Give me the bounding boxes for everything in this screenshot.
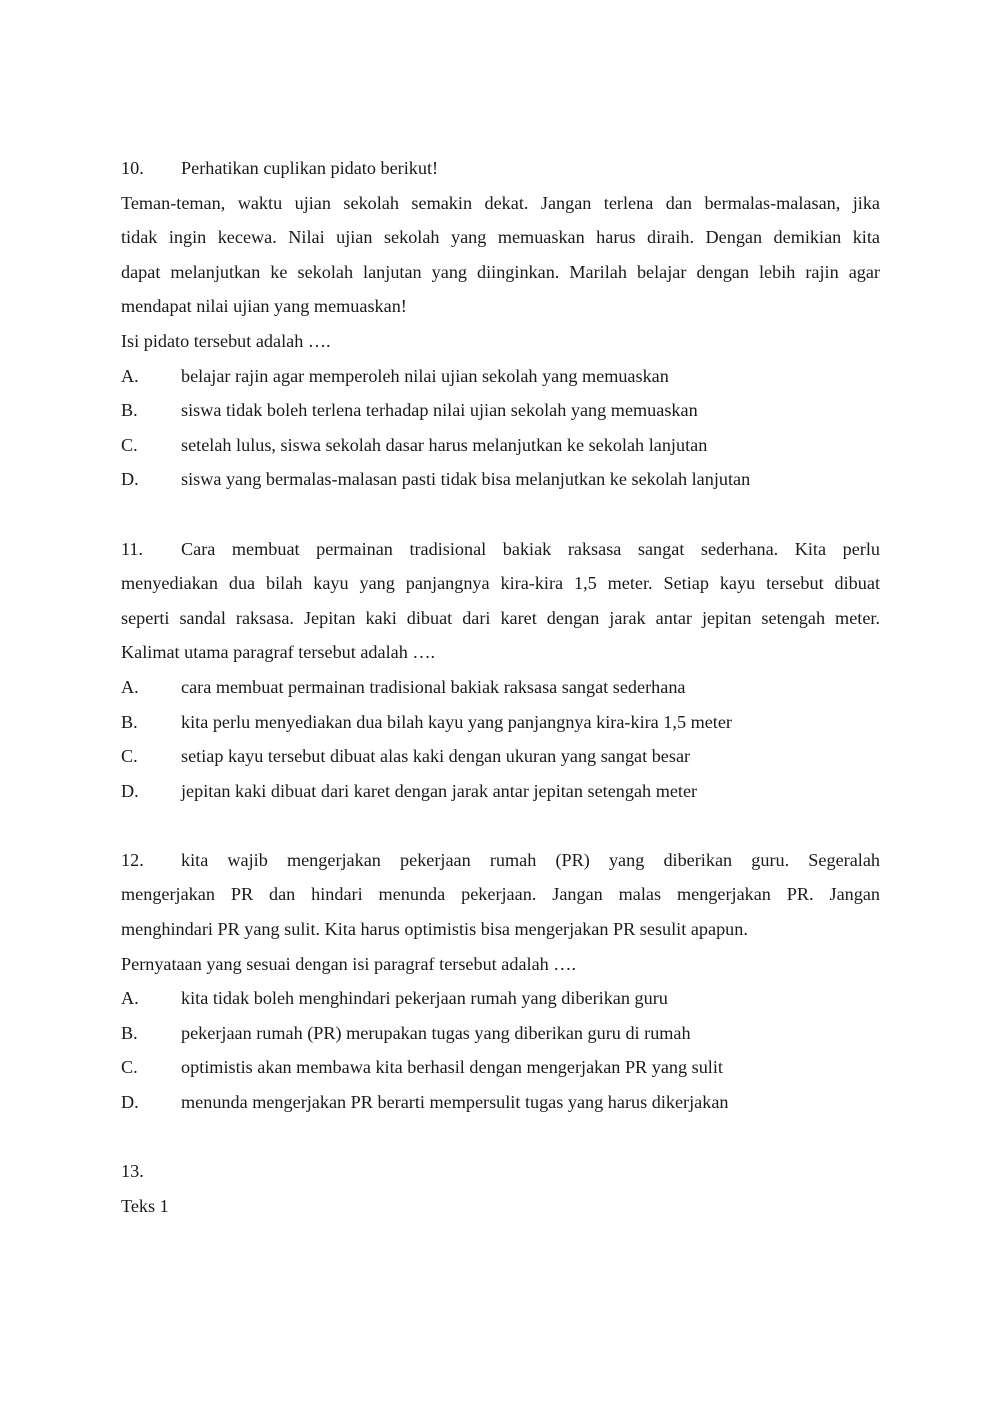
option-text: optimistis akan membawa kita berhasil dengan mengerjakan PR yang sulit	[181, 1057, 723, 1078]
option-text: siswa tidak boleh terlena terhadap nilai ujian sekolah yang memuaskan	[181, 400, 698, 421]
answer-option	[121, 774, 880, 809]
option-letter: A.	[121, 365, 139, 386]
question-prompt: Isi pidato tersebut adalah ….	[121, 330, 331, 351]
option-text: setelah lulus, siswa sekolah dasar harus melanjutkan ke sekolah lanjutan	[181, 434, 708, 455]
option-letter: B.	[121, 400, 138, 421]
question-10	[121, 151, 880, 497]
option-letter: C.	[121, 434, 138, 455]
paragraph-line: kita wajib mengerjakan pekerjaan rumah (PR) yang diberikan guru. Segeralah	[181, 849, 880, 870]
question-number: 11.	[121, 538, 144, 559]
option-letter: A.	[121, 988, 139, 1009]
option-text: jepitan kaki dibuat dari karet dengan jarak antar jepitan setengah meter	[181, 780, 698, 801]
spacer	[121, 808, 880, 843]
option-letter: D.	[121, 780, 139, 801]
question-prompt: Pernyataan yang sesuai dengan isi paragraf tersebut adalah ….	[121, 953, 577, 974]
question-12	[121, 843, 880, 1120]
question-11	[121, 532, 880, 809]
option-text: pekerjaan rumah (PR) merupakan tugas yang diberikan guru di rumah	[181, 1022, 691, 1043]
option-text: belajar rajin agar memperoleh nilai ujian sekolah yang memuaskan	[181, 365, 669, 386]
answer-option	[121, 1050, 880, 1085]
paragraph-line: menghindari PR yang sulit. Kita harus optimistis bisa mengerjakan PR sesulit apapun.	[121, 919, 748, 940]
option-text: menunda mengerjakan PR berarti mempersulit tugas yang harus dikerjakan	[181, 1092, 729, 1113]
answer-option	[121, 1085, 880, 1120]
answer-option	[121, 739, 880, 774]
option-text: siswa yang bermalas-malasan pasti tidak bisa melanjutkan ke sekolah lanjutan	[181, 469, 751, 490]
option-text: kita tidak boleh menghindari pekerjaan rumah yang diberikan guru	[181, 988, 668, 1009]
answer-option	[121, 462, 880, 497]
option-letter: D.	[121, 469, 139, 490]
text-label: Teks 1	[121, 1195, 169, 1216]
question-prompt: Kalimat utama paragraf tersebut adalah ….	[121, 642, 436, 663]
question-heading	[121, 532, 880, 567]
question-number: 13.	[121, 1161, 144, 1182]
option-text: cara membuat permainan tradisional bakiak raksasa sangat sederhana	[181, 676, 686, 697]
answer-option	[121, 981, 880, 1016]
question-number: 10.	[121, 158, 144, 178]
option-letter: B.	[121, 1022, 138, 1043]
paragraph-line: Cara membuat permainan tradisional bakiak raksasa sangat sederhana. Kita perlu	[181, 538, 880, 559]
answer-option	[121, 705, 880, 740]
question-13	[121, 1154, 880, 1223]
option-letter: B.	[121, 711, 138, 732]
answer-option	[121, 428, 880, 463]
option-letter: A.	[121, 676, 139, 697]
answer-option	[121, 1016, 880, 1051]
answer-option	[121, 670, 880, 705]
paragraph-line: menyediakan dua bilah kayu yang panjangnya kira-kira 1,5 meter. Setiap kayu tersebut dibuat	[121, 573, 880, 594]
paragraph-line: dapat melanjutkan ke sekolah lanjutan yang diinginkan. Marilah belajar dengan lebih rajin agar	[121, 261, 880, 282]
option-letter: D.	[121, 1092, 139, 1113]
spacer	[121, 497, 880, 532]
paragraph-line: mengerjakan PR dan hindari menunda pekerjaan. Jangan malas mengerjakan PR. Jangan	[121, 884, 880, 905]
question-number: 12.	[121, 849, 144, 870]
paragraph-line: seperti sandal raksasa. Jepitan kaki dibuat dari karet dengan jarak antar jepitan setengah meter.	[121, 607, 880, 628]
question-heading	[121, 843, 880, 878]
option-text: setiap kayu tersebut dibuat alas kaki dengan ukuran yang sangat besar	[181, 746, 691, 767]
spacer	[121, 1120, 880, 1155]
option-letter: C.	[121, 746, 138, 767]
option-letter: C.	[121, 1057, 138, 1078]
option-text: kita perlu menyediakan dua bilah kayu yang panjangnya kira-kira 1,5 meter	[181, 711, 732, 732]
answer-option	[121, 359, 880, 394]
paragraph-line: tidak ingin kecewa. Nilai ujian sekolah yang memuaskan harus diraih. Dengan demikian kita	[121, 227, 880, 248]
document-page	[121, 151, 880, 1223]
paragraph-line: Teman-teman, waktu ujian sekolah semakin dekat. Jangan terlena dan bermalas-malasan, jika	[121, 192, 880, 213]
paragraph-line: mendapat nilai ujian yang memuaskan!	[121, 296, 407, 317]
question-intro: Perhatikan cuplikan pidato berikut!	[181, 158, 439, 178]
question-heading	[121, 151, 880, 186]
answer-option	[121, 393, 880, 428]
